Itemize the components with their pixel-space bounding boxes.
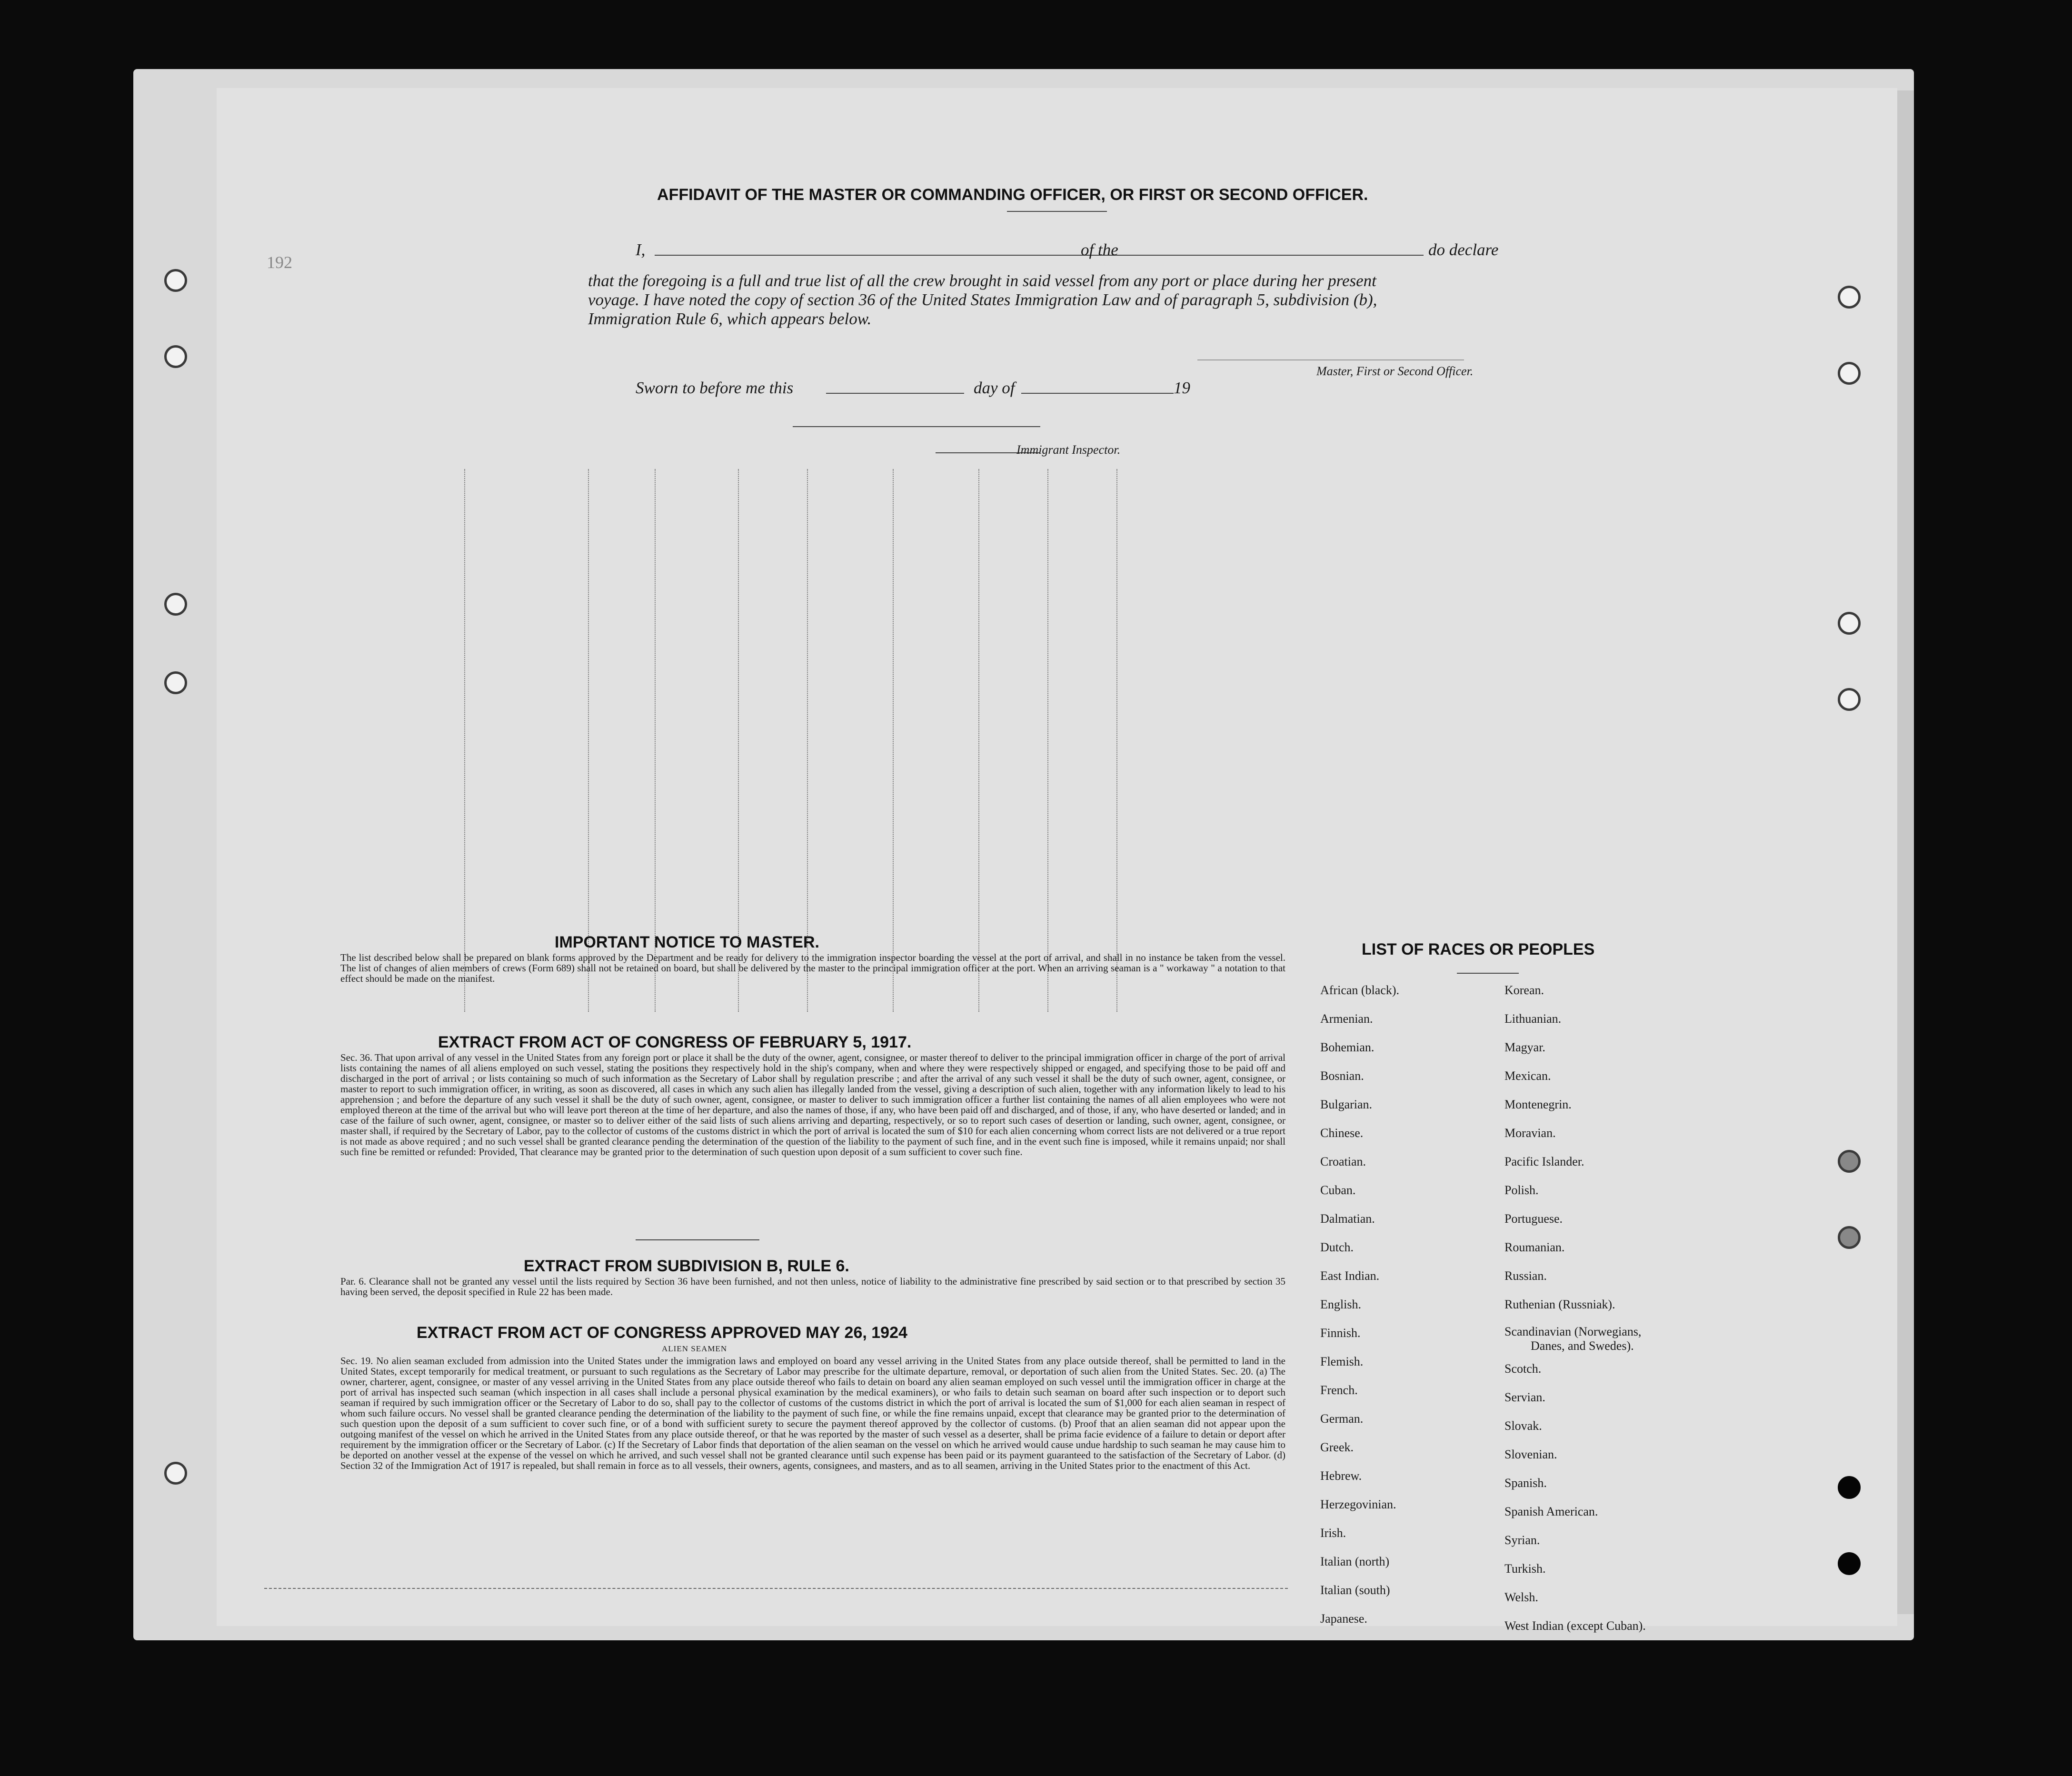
race-left: English. (1320, 1297, 1361, 1311)
notice-title: IMPORTANT NOTICE TO MASTER. (555, 933, 819, 951)
master-label: Master, First or Second Officer. (1316, 364, 1474, 378)
affidavit-i-label: I, (636, 240, 646, 259)
binder-hole (1838, 362, 1861, 385)
race-left: Dalmatian. (1320, 1212, 1375, 1226)
race-left: Cuban. (1320, 1183, 1356, 1197)
race-left: Herzegovinian. (1320, 1497, 1396, 1511)
table-rule (978, 469, 979, 1012)
race-left: Flemish. (1320, 1355, 1364, 1368)
act-1924-title: EXTRACT FROM ACT OF CONGRESS APPROVED MAY 26, 1924 (417, 1324, 907, 1342)
table-rule (1116, 469, 1117, 1012)
race-right: Lithuanian. (1504, 1012, 1562, 1026)
race-right: Mexican. (1504, 1069, 1551, 1083)
table-rule (738, 469, 739, 1012)
races-underline (1457, 973, 1519, 974)
binder-hole (1838, 612, 1861, 635)
race-right: Welsh. (1504, 1590, 1538, 1604)
day-of-text: day of (974, 379, 1015, 397)
binder-hole (164, 671, 187, 694)
race-right: Moravian. (1504, 1126, 1556, 1140)
race-right: Polish. (1504, 1183, 1539, 1197)
race-left: Bulgarian. (1320, 1098, 1373, 1111)
race-left: German. (1320, 1412, 1364, 1426)
binder-hole (164, 593, 187, 616)
race-right: Portuguese. (1504, 1212, 1563, 1226)
race-right: Slovak. (1504, 1419, 1542, 1433)
notice-text: The list described below shall be prepared on blank forms approved by the Department and be ready for delivery to the immigration inspector boarding the vessel at the port of arrival, and shall in no instance be taken from the vessel. The list of changes of alien members of crews (Form 689) shall not be retained on board, but shall be delivered by the master to the principal immigration officer at the port. When an arriving seaman is a " workaway " a notation to that effect should be made on the manifest. (340, 952, 1285, 984)
race-left: Croatian. (1320, 1155, 1366, 1168)
race-right: Scandinavian (Norwegians, (1504, 1325, 1642, 1338)
act-1917-text: Sec. 36. That upon arrival of any vessel in the United States from any foreign port or place it shall be the duty of the owner, agent, consignee, or master thereof to deliver to the principal immigration officer in charge of the port of arrival lists containing the names of all aliens employed on such vessel, stating the positions they respectively hold in the ship's company, when and where they were respectively shipped or engaged, and specifying those to be paid off and discharged in the port of arrival ; or lists containing so much of such information as the Secretary of Labor shall by regulation prescribe ; and after the arrival of any such vessel it shall be the duty of such owner, agent, consignee, or master to report to such immigration officer, in writing, as soon as discovered, all cases in which any such alien has illegally landed from the vessel, giving a description of such alien, together with any information likely to lead to his apprehension ; and before the departure of any such vessel it shall be the duty of such owner, agent, consignee, or master to deliver to such immigration officer a further list containing the names of all alien employees who were not employed thereon at the time of the arrival but who will leave port thereon at the time of her departure, and also the names of those, if any, who have been paid off and discharged, and of those, if any, who have deserted or landed; and in case of the failure of such owner, agent, consignee, or master so to deliver either of the said lists of such aliens arriving and departing, respectively, or so to report such cases of desertion or landing, such owner, agent, consignee, or master shall, if required by the Secretary of Labor, pay to the collector of customs of the customs district in which the port of arrival is located the sum of $10 for each alien concerning whom correct lists are not delivered or a true report is not made as above required ; and no such vessel shall be granted clearance pending the determination of the question of the liability to the payment of such fine, and in the event such fine is imposed, while it remains unpaid; nor shall such fine be remitted or refunded: Provided, That clearance may be granted prior to the determination of such question upon deposit of a sum sufficient to cover such fine. (340, 1052, 1285, 1157)
act-1924-subtitle: ALIEN SEAMEN (662, 1344, 727, 1353)
race-right: Servian. (1504, 1390, 1545, 1404)
race-right: West Indian (except Cuban). (1504, 1619, 1646, 1633)
race-left: African (black). (1320, 983, 1400, 997)
race-left: Japanese. (1320, 1612, 1367, 1626)
race-left: Chinese. (1320, 1126, 1364, 1140)
affidavit-do-declare: do declare (1428, 240, 1499, 259)
inspector-top-line (793, 426, 1040, 427)
title-underline (1007, 211, 1107, 212)
race-right: Magyar. (1504, 1040, 1545, 1054)
vessel-blank (1128, 255, 1424, 256)
race-left: Irish. (1320, 1526, 1346, 1540)
race-left: French. (1320, 1383, 1358, 1397)
race-right: Roumanian. (1504, 1240, 1565, 1254)
binder-hole (164, 345, 187, 368)
race-left: Finnish. (1320, 1326, 1361, 1340)
table-rule (464, 469, 465, 1012)
page-stack-edge (1895, 90, 1914, 1614)
table-rule (655, 469, 656, 1012)
race-right: Danes, and Swedes). (1531, 1339, 1634, 1353)
binder-hole (1838, 1226, 1861, 1249)
year-text: 19 (1174, 379, 1190, 397)
race-right: Scotch. (1504, 1362, 1542, 1376)
binder-hole (1838, 1476, 1861, 1499)
race-right: Ruthenian (Russniak). (1504, 1297, 1615, 1311)
affidavit-text-line2: voyage. I have noted the copy of section 36 of the United States Immigration Law and of paragraph 5, subdivision (b), (588, 290, 1377, 309)
master-signature-line (1197, 359, 1464, 360)
sworn-month-blank (1021, 393, 1174, 394)
race-left: Dutch. (1320, 1240, 1354, 1254)
inspector-label: Immigrant Inspector. (1016, 443, 1121, 457)
binder-hole (1838, 286, 1861, 309)
race-right: Montenegrin. (1504, 1098, 1572, 1111)
act-1924-text: Sec. 19. No alien seaman excluded from admission into the United States under the immigration laws and employed on board any vessel arriving in the United States from any place outside thereof, shall be permitted to land in the United States, except temporarily for medical treatment, or pursuant to such regulations as the Secretary of Labor may prescribe for the ultimate departure, removal, or deportation of such alien from the United States. Sec. 20. (a) The owner, charterer, agent, consignee, or master of any vessel arriving in the United States from any place outside thereof who fails to detain on board any alien seaman employed on such vessel until the immigration officer in charge at the port of arrival has inspected such seaman (which inspection in all cases shall include a personal physical examination by the medical examiners), or who fails to detain such seaman on board after such inspection or to deport such seaman if required by such immigration officer or the Secretary of Labor to do so, shall pay to the collector of customs of the customs district in which the port of arrival is located the sum of $1,000 for each alien seaman in respect of whom such failure occurs. No vessel shall be granted clearance pending the determination of the liability to the payment of such fine, or while the fine remains unpaid, except that clearance may be granted prior to the determination of such question upon the deposit of a sum sufficient to cover such fine, or of a bond with sufficient surety to secure the payment thereof approved by the collector of customs. (b) Proof that an alien seaman did not appear upon the outgoing manifest of the vessel on which he arrived in the United States from any place outside thereof, or that he was reported by the master of such vessel as a deserter, shall be prima facie evidence of a failure to detain or deport after requirement by the immigration officer or the Secretary of Labor. (c) If the Secretary of Labor finds that deportation of the alien seaman on the vessel on which he arrived would cause undue hardship to such seaman he may cause him to be deported on another vessel at the expense of the vessel on which he arrived, and such vessel shall not be granted clearance until such expense has been paid or its payment guaranteed to the satisfaction of the Secretary of Labor. (d) Section 32 of the Immigration Act of 1917 is repealed, but shall remain in force as to all vessels, their owners, agents, consignees, and masters, and as to all seamen, arriving in the United States prior to the enactment of this Act. (340, 1355, 1285, 1471)
bottom-dashed-rule (264, 1588, 1288, 1589)
race-right: Russian. (1504, 1269, 1547, 1283)
affidavit-text-line1: that the foregoing is a full and true list of all the crew brought in said vessel from any port or place during her present (588, 271, 1376, 290)
section-divider (636, 1239, 759, 1240)
act-1917-title: EXTRACT FROM ACT OF CONGRESS OF FEBRUARY 5, 1917. (438, 1033, 912, 1051)
sworn-text: Sworn to before me this (636, 379, 794, 397)
table-rule (1047, 469, 1048, 1012)
race-right: Spanish American. (1504, 1505, 1598, 1518)
race-left: Hebrew. (1320, 1469, 1362, 1483)
margin-mark: 192 (267, 253, 292, 272)
binder-hole (1838, 1150, 1861, 1173)
race-left: Italian (north) (1320, 1555, 1390, 1568)
rule-6-title: EXTRACT FROM SUBDIVISION B, RULE 6. (524, 1257, 849, 1275)
binder-hole (164, 1462, 187, 1485)
binder-hole (1838, 688, 1861, 711)
race-right: Spanish. (1504, 1476, 1547, 1490)
affidavit-of-the: of the (1081, 240, 1118, 259)
race-right: Turkish. (1504, 1562, 1546, 1576)
race-left: Bohemian. (1320, 1040, 1375, 1054)
race-left: East Indian. (1320, 1269, 1380, 1283)
races-title: LIST OF RACES OR PEOPLES (1362, 940, 1595, 958)
rule-6-text: Par. 6. Clearance shall not be granted any vessel until the lists required by Section 36 have been furnished, and not then unless, notice of liability to the administrative fine prescribed by said section or to that prescribed by section 35 having been served, the deposit specified in Rule 22 has been made. (340, 1276, 1285, 1297)
table-rule (588, 469, 589, 1012)
race-left: Bosnian. (1320, 1069, 1364, 1083)
race-right: Syrian. (1504, 1533, 1540, 1547)
binder-hole (1838, 1552, 1861, 1575)
binder-hole (164, 269, 187, 292)
race-left: Greek. (1320, 1440, 1354, 1454)
race-right: Korean. (1504, 983, 1544, 997)
table-rule (807, 469, 808, 1012)
race-left: Italian (south) (1320, 1583, 1390, 1597)
affidavit-text-line3: Immigration Rule 6, which appears below. (588, 309, 872, 328)
document-page (217, 88, 1897, 1633)
race-right: Pacific Islander. (1504, 1155, 1584, 1168)
race-left: Armenian. (1320, 1012, 1373, 1026)
race-right: Slovenian. (1504, 1447, 1557, 1461)
affidavit-title: AFFIDAVIT OF THE MASTER OR COMMANDING OFFICER, OR FIRST OR SECOND OFFICER. (657, 186, 1368, 204)
table-rule (893, 469, 894, 1012)
sworn-day-blank (826, 393, 964, 394)
